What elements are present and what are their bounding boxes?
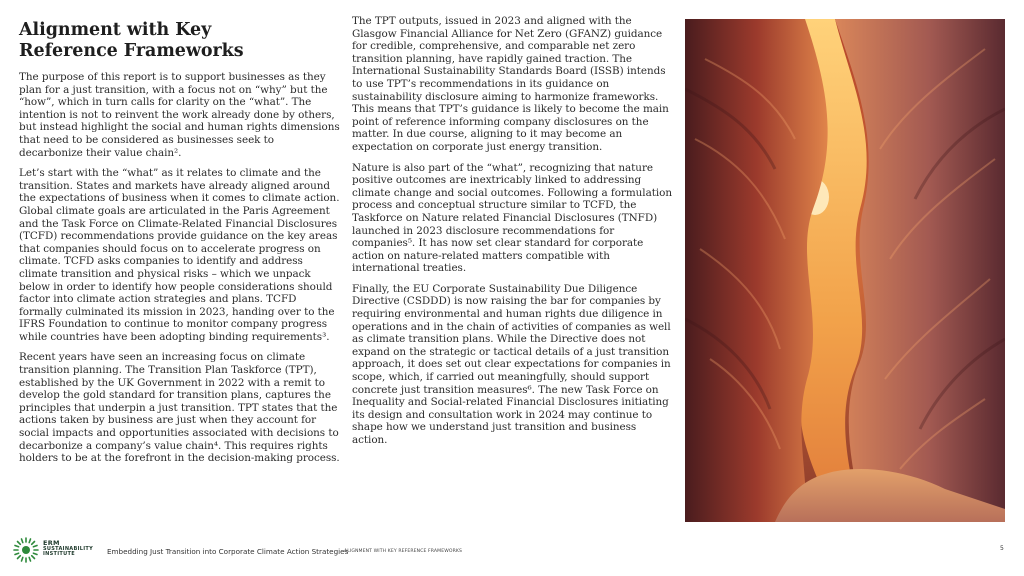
logo-wordmark: ERM SUSTAINABILITY INSTITUTE — [43, 539, 94, 558]
paragraph: Finally, the EU Corporate Sustainability Due Diligence Directive (CSDDD) is now raising the bar for companies by requiring environmental and human rights due diligence in operations and in the chain of activities of companies as well as climate transition plans. While the Directive does not expand on the strategic or tactical details of a just transition approach, it does set out clear expectations for companies in scope, which, if carried out meaningfully, should support concrete just transition measures⁶. The new Task Force on Inequality and Social-related Financial Disclosures initiating its design and consultation work in 2024 may continue to shape how we understand just transition and business action. — [352, 282, 671, 446]
paragraph: The purpose of this report is to support businesses as they plan for a just transition, with a focus not on “why” but the “how”, which in turn calls for clarity on the “what”. The intention is not to reinvent the work already done by others, but instead highlight the social and human rights dimensions that need to be considered as businesses seek to decarbonize their value chain². — [19, 71, 340, 159]
page-number: 5 — [1000, 545, 1004, 552]
paragraph: Nature is also part of the “what”, recognizing that nature positive outcomes are inextricably linked to addressing climate change and social outcomes. Following a formulation process and conceptual structure similar to TCFD, the Taskforce on Nature related Financial Disclosures (TNFD) launched in 2023 disclosure recommendations for companies⁵. It has now set clear standard for corporate action on nature-related matters compatible with international treaties. — [352, 161, 672, 275]
page-title: Alignment with Key Reference Frameworks — [19, 20, 244, 61]
paragraph: Recent years have seen an increasing focus on climate transition planning. The Transition Plan Taskforce (TPT), established by the UK Government in 2022 with a remit to develop the gold standard for transition plans, captures the principles that underpin a just transition. TPT states that the actions taken by business are just when they account for social impacts and opportunities associated with decisions to decarbonize a company’s value chain⁴. This requires rights holders to be at the forefront in the decision-making process. — [19, 351, 340, 465]
paragraph: Let’s start with the “what” as it relates to climate and the transition. States and markets have already aligned around the expectations of business when it comes to climate action. Global climate goals are articulated in the Paris Agreement and the Task Force on Climate-Related Financial Disclosures (TCFD) recommendations provide guidance on the key areas that companies should focus on to accelerate progress on climate. TCFD asks companies to identify and address climate transition and physical risks – which we unpack below in order to identify how people considerations should factor into climate action strategies and plans. TCFD formally culminated its mission in 2023, handing over to the IFRS Foundation to continue to monitor company progress while countries have been adopting binding requirements³. — [19, 167, 340, 343]
document-title: Embedding Just Transition into Corporate Climate Action Strategies — [107, 547, 349, 556]
right-text-column — [352, 15, 674, 455]
section-name: ALIGNMENT WITH KEY REFERENCE FRAMEWORKS — [344, 549, 462, 554]
page-footer — [0, 530, 1024, 576]
canyon-photo — [685, 19, 1005, 522]
left-text-column — [19, 16, 341, 473]
paragraph: The TPT outputs, issued in 2023 and aligned with the Glasgow Financial Alliance for Net Zero (GFANZ) guidance for credible, comprehensive, and comparable net zero transition planning, have rapidly gained traction. The International Sustainability Standards Board (ISSB) intends to use TPT’s recommendations in its guidance on sustainability disclosure aiming to harmonize frameworks. This means that TPT’s guidance is likely to become the main point of reference informing company disclosures on the matter. In due course, aligning to it may become an expectation on corporate just energy transition. — [352, 15, 669, 153]
erm-logo-icon — [12, 536, 40, 564]
